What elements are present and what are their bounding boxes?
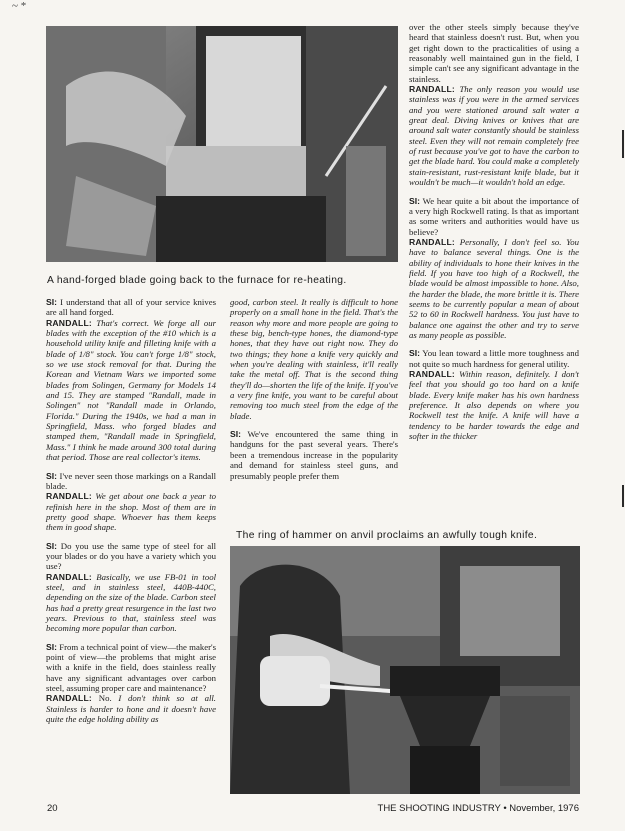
scan-edge-mark (622, 130, 624, 158)
question-text: Do you use the same type of steel for all your blades or do you have a variety which you use? (46, 540, 217, 572)
randall-label: RANDALL: (46, 693, 92, 704)
answer-text: Personally, I don't feel so. You have to balance several things. One is the ability of individuals to hone their knives in the field. If you have too high of a Rockwell, the blade would be almost impossible to hone. Also, the harder the blade, the more brittle it is. There seems to be currently popular a mean of about 52 to 60 in Rockwell hardness. You just have to balance one against the other and try to serve as many people as possible. (409, 236, 580, 340)
randall-label: RANDALL: (409, 369, 455, 379)
corner-mark: ~ * (12, 0, 27, 12)
randall-label: RANDALL: (46, 317, 92, 328)
si-label: SI: (46, 470, 57, 481)
answer-text: The only reason you would use stainless was if you were in the armed services and you were stationed around salt water a great deal. Diving knives or knives that are around salt water constantly should be stainless steel. Even they will not remain completely free of rust because you've got to have the carbon to get the blade hard. You could make a completely stain-resistant, rust-resistant knife blade, but it wouldn't be much—it wouldn't hold an edge. (409, 84, 579, 188)
column-3 (409, 22, 579, 449)
si-label: SI: (409, 348, 420, 359)
answer-lead: No. (98, 693, 112, 704)
si-label: SI: (230, 429, 241, 440)
question-text: We hear quite a bit about the importance of a very high Rockwell rating. Is that as important as some writers and authorities would have us believe? (409, 195, 580, 237)
si-label: SI: (46, 540, 57, 551)
page-number: 20 (47, 803, 58, 814)
question-text: From a technical point of view—the maker's point of view—the problems that might arise with a knife in the field, does stainless really have any significant advantages over carbon steel, assuming proper care and maintenance? (46, 641, 216, 694)
randall-label: RANDALL: (46, 571, 92, 582)
question-text: I understand that all of your service knives are all hand forged. (46, 297, 217, 318)
scan-edge-mark (622, 485, 624, 507)
randall-label: RANDALL: (46, 491, 92, 502)
question-text: over the other steels simply because they've heard that stainless doesn't rust. But, when you get right down to the practicalities of using a reasonably well maintained gun in the field, I simple can't see any significant advantage in the stainless. (409, 22, 579, 84)
question-text: I've never seen those markings on a Randall blade. (46, 470, 217, 491)
answer-text: Within reason, definitely. I don't feel that you should go too hard on a knife blade. Every knife maker has his own hardness preference. It also depends on where you Rockwell test the knife. A knife will have a tendency to be harder towards the edge and softer in the thicker (409, 369, 579, 442)
paragraph (46, 471, 216, 533)
question-text: You lean toward a little more toughness and not quite so much hardness for general utility. (409, 348, 579, 369)
si-label: SI: (46, 641, 57, 652)
answer-text: That's correct. We forge all our blades with the exception of the #10 which is a household utility knife and filleting knife with a blade of 1/8" stock. You can't forge 1/8" stock, so we use stock removal for that. During the Korean and Vietnam Wars we imported some blades from Solingen, Germany for Models 14 and 15. They are stamped "Randall, made in Solingen" not "Randall made in Orlando, Florida." During the 1940s, we had a man in Springfield, Mass. who forged blades and stamped them, "Randall made in Springfield, Mass." I think he made around 300 total during that period. Those are real collector's items. (46, 317, 216, 463)
answer-text: We get about one back a year to refinish here in the shop. Most of them are in pretty good shape. Whoever has them keeps them in good shape. (46, 491, 216, 533)
column-1 (46, 297, 216, 732)
paragraph (46, 642, 216, 725)
bottom-photo-caption: The ring of hammer on anvil proclaims an awfully tough knife. (236, 530, 538, 541)
paragraph (409, 22, 579, 188)
question-text: We've encountered the same thing in handguns for the past several years. There's been a tremendous increase in the popularity and demand for stainless steel guns, and presumably people prefer them (230, 429, 399, 481)
anvil-photo (230, 546, 580, 794)
randall-label: RANDALL: (409, 236, 455, 247)
answer-text: Basically, we use FB-01 in tool steel, and in stainless steel, 440B-440C, depending on the size of the blade. Carbon steel has had a pretty great resurgence in the last two years. Previous to that, stainless steel was becoming more popular than carbon. (46, 571, 217, 634)
si-label: SI: (46, 297, 57, 307)
publication-line: THE SHOOTING INDUSTRY • November, 1976 (377, 803, 579, 814)
randall-label: RANDALL: (409, 84, 455, 95)
paragraph (230, 297, 398, 421)
paragraph (409, 348, 579, 441)
paragraph (230, 429, 398, 481)
column-2 (230, 297, 398, 489)
answer-text: good, carbon steel. It really is difficult to hone properly on a small hone in the field. That's the reason why more and more people are going to these big, bench-type hones, the diamond-type hones, that they have out right now. They do two things; they hone a knife very quickly and when you're dealing with stainless, it'll really take the metal off. That is the second thing they'll do—shorten the life of the knife. If you've a very fine knife, you want to be careful about removing too much steel from the edge of the blade. (230, 297, 398, 421)
answer-text: I don't think so at all. Stainless is harder to hone and it doesn't have quite the edge holding ability as (46, 693, 216, 725)
paragraph (46, 541, 216, 634)
furnace-photo (46, 26, 398, 262)
paragraph (409, 196, 579, 341)
top-photo-caption: A hand-forged blade going back to the furnace for re-heating. (47, 275, 347, 286)
paragraph (46, 297, 216, 463)
si-label: SI: (409, 195, 420, 206)
